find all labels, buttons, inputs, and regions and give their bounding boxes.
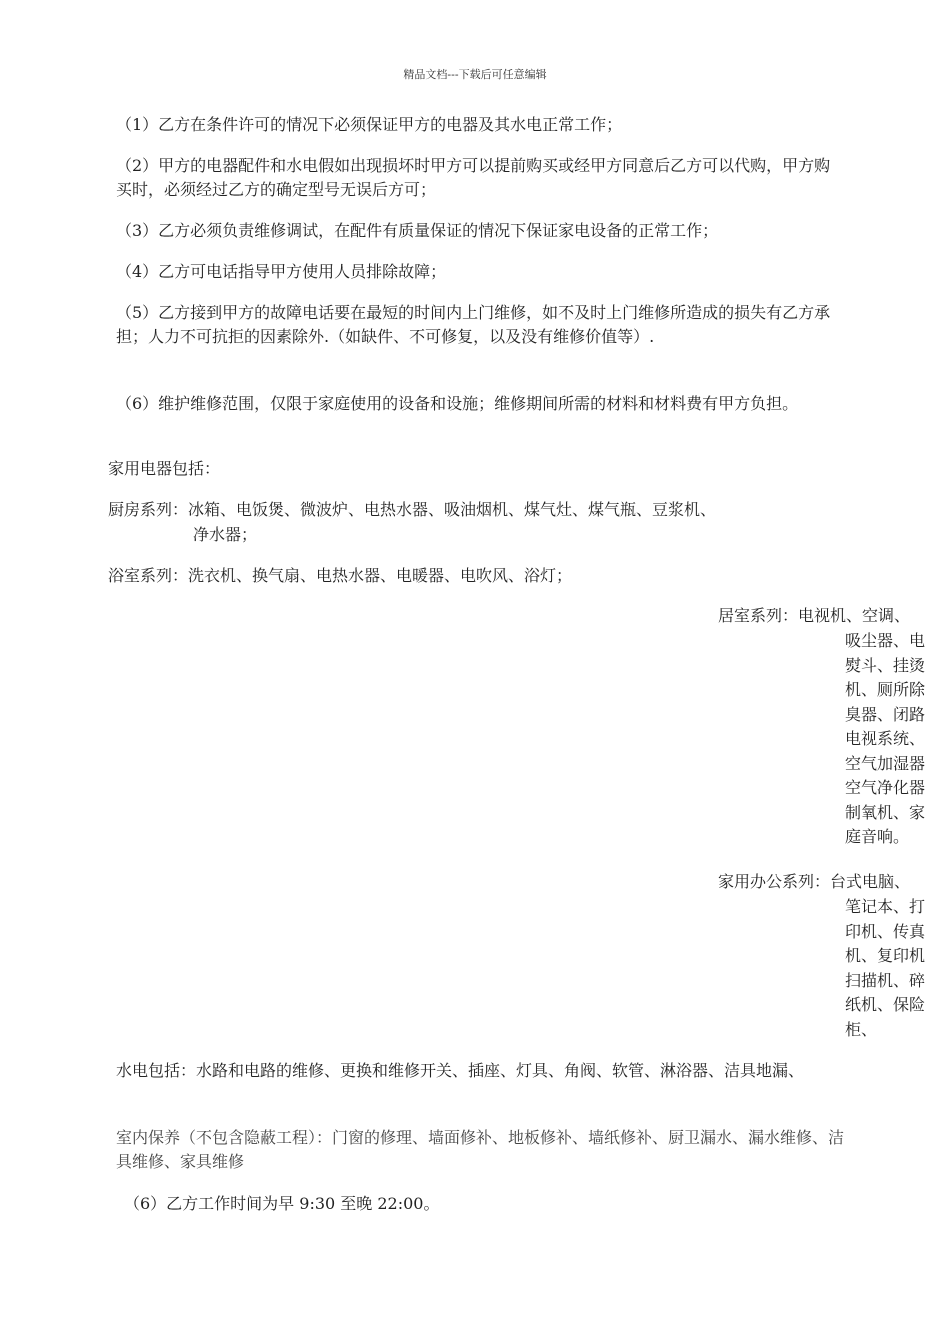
living-line: 电视系统、 bbox=[845, 729, 926, 748]
bathroom-items: 洗衣机、换气扇、电热水器、电暖器、电吹风、浴灯； bbox=[188, 566, 573, 585]
living-line: 熨斗、挂烫 bbox=[845, 655, 926, 675]
bathroom-label: 浴室系列： bbox=[108, 566, 189, 585]
indoor-maintenance: 室内保养（不包含隐蔽工程）：门窗的修理、墙面修补、地板修补、墙纸修补、厨卫漏水、漏水维修、洁具维修、家具维修 bbox=[116, 1128, 845, 1171]
appliances-heading: 家用电器包括： bbox=[108, 459, 221, 478]
bathroom-series bbox=[108, 564, 572, 588]
office-line: 机、复印机 bbox=[845, 946, 926, 965]
office-line: 扫描机、碎 bbox=[845, 970, 926, 990]
clause-4: （4）乙方可电话指导甲方使用人员排除故障； bbox=[116, 262, 447, 281]
living-line: 空气净化器 bbox=[845, 778, 926, 797]
clause-2: （2）甲方的电器配件和水电假如出现损坏时甲方可以提前购买或经甲方同意后乙方可以代购，甲方购买时，必须经过乙方的确定型号无误后方可； bbox=[116, 156, 831, 199]
office-line: 印机、传真 bbox=[845, 921, 926, 941]
kitchen-label: 厨房系列： bbox=[108, 500, 189, 519]
kitchen-items-cont: 净水器； bbox=[193, 525, 258, 544]
living-items: 电视机、空调、 bbox=[798, 606, 911, 625]
clause-1: （1）乙方在条件许可的情况下必须保证甲方的电器及其水电正常工作； bbox=[116, 115, 623, 134]
living-line: 空气加湿器 bbox=[845, 753, 926, 773]
living-line: 机、厕所除 bbox=[845, 680, 926, 699]
living-series bbox=[718, 604, 910, 628]
office-line: 纸机、保险 bbox=[845, 995, 926, 1014]
work-hours: （6）乙方工作时间为早 9:30 至晚 22:00。 bbox=[124, 1194, 440, 1213]
kitchen-series bbox=[108, 498, 716, 522]
kitchen-items: 冰箱、电饭煲、微波炉、电热水器、吸油烟机、煤气灶、煤气瓶、豆浆机、 bbox=[188, 500, 717, 519]
office-line: 笔记本、打 bbox=[845, 897, 926, 916]
living-items-column bbox=[845, 629, 925, 850]
office-line: 柜、 bbox=[845, 1019, 878, 1039]
clause-5: （5）乙方接到甲方的故障电话要在最短的时间内上门维修，如不及时上门维修所造成的损失有乙方承担；人力不可抗拒的因素除外.（如缺件、不可修复，以及没有维修价值等）. bbox=[116, 303, 831, 346]
living-line: 臭器、闭路 bbox=[845, 704, 926, 724]
clause-6: （6）维护维修范围，仅限于家庭使用的设备和设施；维修期间所需的材料和材料费有甲方负担。 bbox=[116, 394, 799, 413]
office-series bbox=[718, 870, 910, 894]
page-header: 精品文档---下载后可任意编辑 bbox=[403, 68, 547, 81]
office-items: 台式电脑、 bbox=[830, 872, 911, 891]
living-line: 吸尘器、电 bbox=[845, 631, 926, 650]
living-line: 庭音响。 bbox=[845, 827, 910, 846]
living-line: 制氧机、家 bbox=[845, 802, 926, 822]
office-label: 家用办公系列： bbox=[718, 872, 831, 891]
office-items-column bbox=[845, 895, 925, 1042]
clause-3: （3）乙方必须负责维修调试，在配件有质量保证的情况下保证家电设备的正常工作； bbox=[116, 221, 719, 240]
water-electric-scope: 水电包括：水路和电路的维修、更换和维修开关、插座、灯具、角阀、软管、淋浴器、洁具地漏、 bbox=[116, 1061, 805, 1080]
living-label: 居室系列： bbox=[718, 606, 799, 625]
